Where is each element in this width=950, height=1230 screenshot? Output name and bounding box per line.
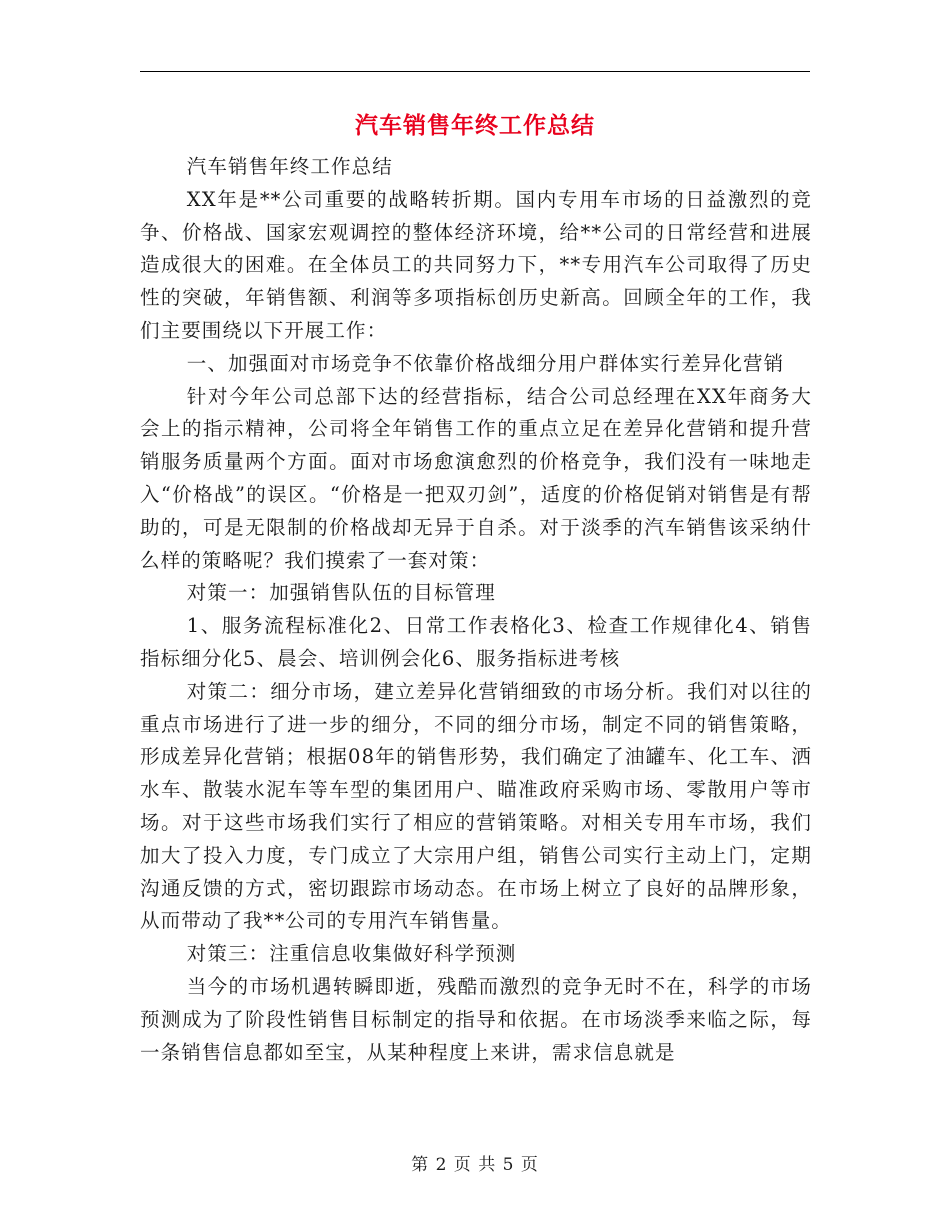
document-title: 汽车销售年终工作总结 bbox=[355, 112, 595, 139]
paragraph-strategy-one-list: 1、服务流程标准化2、日常工作表格化3、检查工作规律化4、销售指标细分化5、晨会、培训例会化6、服务指标进考核 bbox=[140, 614, 812, 670]
paragraph-section-one-heading: 一、加强面对市场竞争不依靠价格战细分用户群体实行差异化营销 bbox=[186, 351, 785, 375]
header-rule bbox=[140, 71, 810, 72]
paragraph-subtitle: 汽车销售年终工作总结 bbox=[186, 155, 393, 178]
page-number-footer: 第 2 页 共 5 页 bbox=[411, 1155, 539, 1175]
paragraph-strategy-one-heading: 对策一：加强销售队伍的目标管理 bbox=[186, 581, 496, 605]
paragraph-strategy-three-body: 当今的市场机遇转瞬即逝，残酷而激烈的竞争无时不在，科学的市场预测成为了阶段性销售目标制定的指导和依据。在市场淡季来临之际，每一条销售信息都如至宝，从某种程度上来讲，需求信息就是 bbox=[140, 974, 812, 1064]
paragraph-intro: XX年是**公司重要的战略转折期。国内专用车市场的日益激烈的竞争、价格战、国家宏观调控的整体经济环境，给**公司的日常经营和进展造成很大的困难。在全体员工的共同努力下，**专用汽车公司取得了历史性的突破，年销售额、利润等多项指标创历史新高。回顾全年的工作，我们主要围绕以下开展工作： bbox=[140, 187, 812, 342]
paragraph-section-one-body: 针对今年公司总部下达的经营指标，结合公司总经理在XX年商务大会上的指示精神，公司将全年销售工作的重点立足在差异化营销和提升营销服务质量两个方面。面对市场愈演愈烈的价格竞争，我们没有一味地走入“价格战”的误区。“价格是一把双刃剑”，适度的价格促销对销售是有帮助的，可是无限制的价格战却无异于自杀。对于淡季的汽车销售该采纳什么样的策略呢？我们摸索了一套对策： bbox=[140, 384, 812, 572]
paragraph-strategy-three-heading: 对策三：注重信息收集做好科学预测 bbox=[186, 942, 517, 966]
paragraph-strategy-two: 对策二：细分市场，建立差异化营销细致的市场分析。我们对以往的重点市场进行了进一步的细分，不同的细分市场，制定不同的销售策略，形成差异化营销；根据08年的销售形势，我们确定了油罐车、化工车、洒水车、散装水泥车等车型的集团用户、瞄准政府采购市场、零散用户等市场。对于这些市场我们实行了相应的营销策略。对相关专用车市场，我们加大了投入力度，专门成立了大宗用户组，销售公司实行主动上门，定期沟通反馈的方式，密切跟踪市场动态。在市场上树立了良好的品牌形象，从而带动了我**公司的专用汽车销售量。 bbox=[140, 679, 812, 933]
document-body bbox=[140, 151, 812, 1069]
